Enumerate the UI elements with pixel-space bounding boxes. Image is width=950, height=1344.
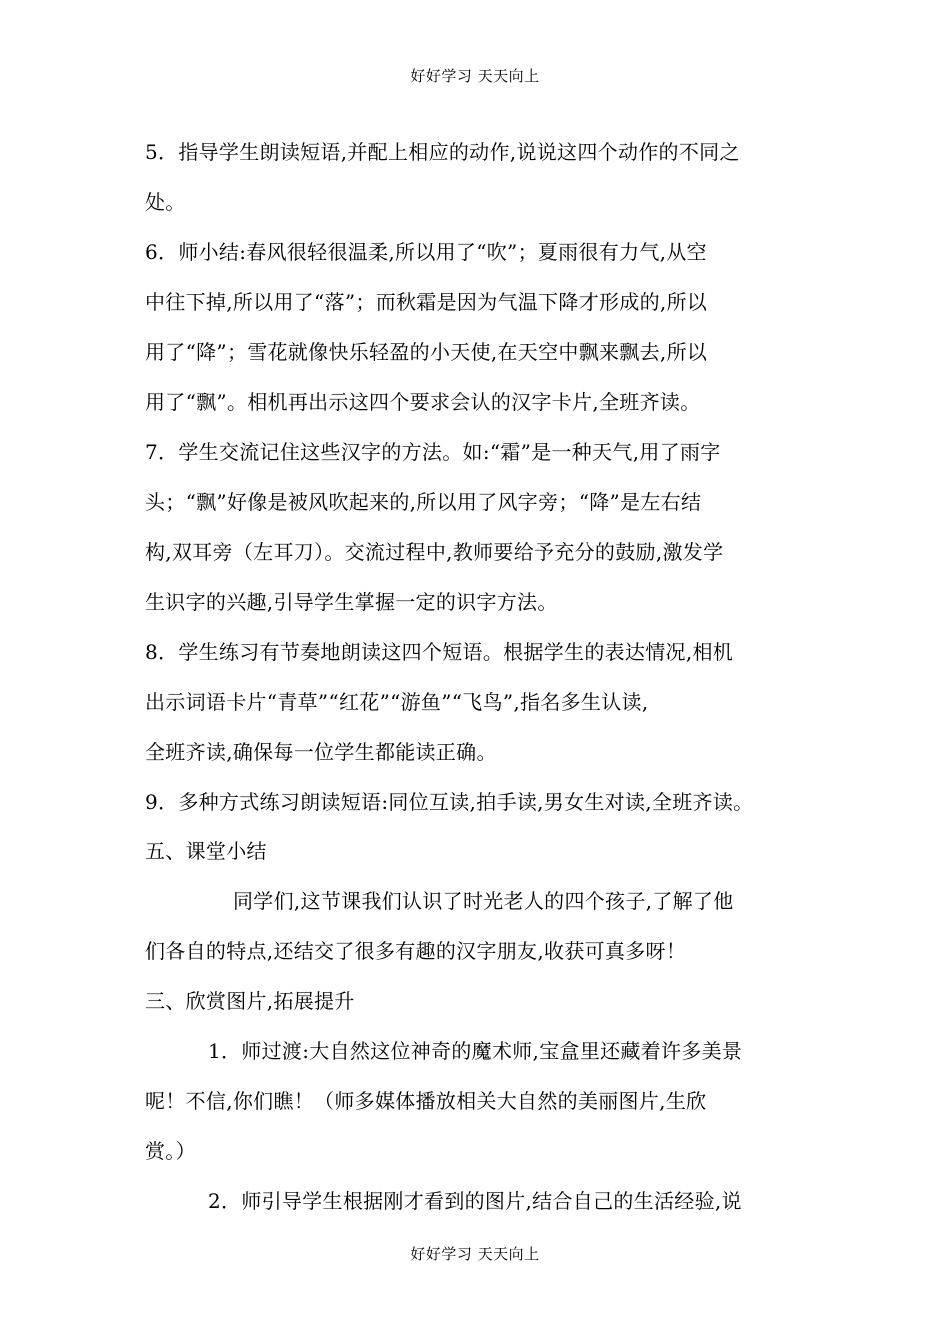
text-line: 中往下掉,所以用了“落”；而秋霜是因为气温下降才形成的,所以 [145, 290, 708, 314]
section-heading: 三、欣赏图片,拓展提升 [145, 989, 355, 1013]
text-line: 赏。） [145, 1139, 196, 1163]
text-line: 处。 [145, 190, 186, 214]
text-line: 同学们,这节课我们认识了时光老人的四个孩子,了解了他 [233, 889, 734, 913]
text-line: 2．师引导学生根据刚才看到的图片,结合自己的生活经验,说 [208, 1189, 742, 1213]
text-line: 用了“降”；雪花就像快乐轻盈的小天使,在天空中飘来飘去,所以 [145, 340, 708, 364]
text-line: 1．师过渡:大自然这位神奇的魔术师,宝盒里还藏着许多美景 [208, 1039, 743, 1063]
text-line: 全班齐读,确保每一位学生都能读正确。 [145, 740, 497, 764]
text-line: 构,双耳旁（左耳刀）。交流过程中,教师要给予充分的鼓励,激发学 [145, 540, 724, 564]
section-heading: 五、课堂小结 [145, 839, 267, 863]
text-line: 7．学生交流记住这些汉字的方法。如:“霜”是一种天气,用了雨字 [145, 440, 721, 464]
text-line: 生识字的兴趣,引导学生掌握一定的识字方法。 [145, 590, 558, 614]
text-line: 呢！不信,你们瞧！（师多媒体播放相关大自然的美丽图片,生欣 [145, 1089, 707, 1113]
text-line: 头；“飘”好像是被风吹起来的,所以用了风字旁；“降”是左右结 [145, 490, 702, 514]
text-line: 出示词语卡片“青草”“红花”“游鱼”“飞鸟”,指名多生认读, [145, 690, 649, 714]
text-line: 用了“飘”。相机再出示这四个要求会认的汉字卡片,全班齐读。 [145, 390, 701, 414]
text-line: 们各自的特点,还结交了很多有趣的汉字朋友,收获可真多呀！ [145, 939, 687, 963]
page-footer: 好好学习 天天向上 [410, 1245, 540, 1263]
text-line: 8．学生练习有节奏地朗读这四个短语。根据学生的表达情况,相机 [145, 640, 734, 664]
text-line: 5．指导学生朗读短语,并配上相应的动作,说说这四个动作的不同之 [145, 140, 740, 164]
text-line: 9．多种方式练习朗读短语:同位互读,拍手读,男女生对读,全班齐读。 [145, 790, 754, 814]
text-line: 6．师小结:春风很轻很温柔,所以用了“吹”；夏雨很有力气,从空 [145, 240, 707, 264]
page-header: 好好学习 天天向上 [410, 67, 540, 85]
